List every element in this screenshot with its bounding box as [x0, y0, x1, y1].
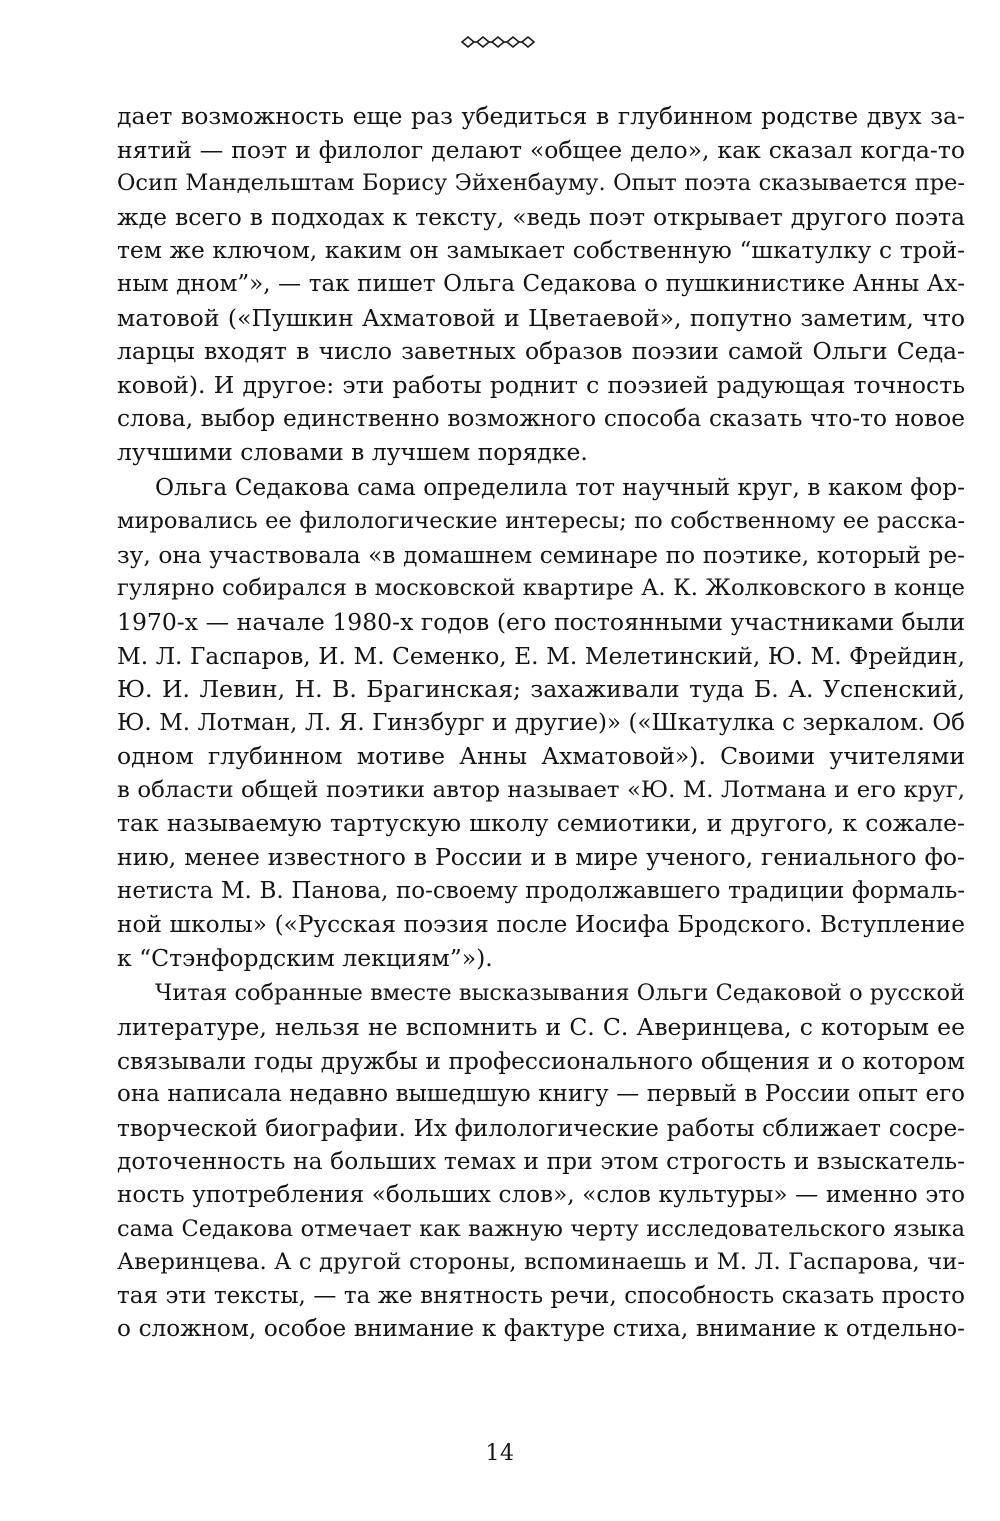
paragraph-2 [117, 472, 965, 976]
text-line: нию, менее известного в России и в мире ученого, гениального фо- [117, 843, 965, 872]
text-line: сама Седакова отмечает как важную черту исследовательского языка [117, 1215, 965, 1242]
text-line: мировались ее филологические интересы; по собственному ее расска- [117, 508, 965, 535]
text-line: тем же ключом, каким он замыкает собственную “шкатулку с трой- [117, 237, 965, 265]
header-ornament [0, 34, 1000, 53]
text-line: связывали годы дружбы и профессионального общения и о котором [117, 1047, 965, 1075]
text-line: творческой биографии. Их филологические работы сближает сосре- [117, 1114, 965, 1142]
paragraph-1 [117, 100, 965, 470]
text-line: ларцы входят в число заветных образов поэзии самой Ольги Седа- [117, 337, 965, 366]
text-line: ным дном”», — так пишет Ольга Седакова о пушкинистике Анны Ах- [117, 270, 965, 297]
diamond-chain-ornament-icon [460, 35, 540, 49]
text-line: гулярно собирался в московской квартире А. К. Жолковского в конце [117, 575, 965, 602]
text-line: о сложном, особое внимание к фактуре стиха, внимание к отдельно- [117, 1316, 965, 1343]
text-line: доточенность на больших темах и при этом строгость и взыскатель- [117, 1147, 965, 1176]
text-line: одном глубинном мотиве Анны Ахматовой»). Своими учителями [117, 742, 965, 771]
text-line: дает возможность еще раз убедиться в глубинном родстве двух за- [117, 102, 965, 130]
text-line: М. Л. Гаспаров, И. М. Семенко, Е. М. Мелетинский, Ю. М. Фрейдин, [117, 642, 965, 670]
text-line: Ю. И. Левин, Н. В. Брагинская; захаживали туда Б. А. Успенский, [117, 675, 965, 704]
page-number: 14 [485, 1441, 515, 1466]
text-line: нятий — поэт и филолог делают «общее дело», как сказал когда-то [117, 135, 965, 164]
text-line: слова, выбор единственно возможного способа сказать что-то новое [117, 405, 965, 433]
text-line: литературе, нельзя не вспомнить и С. С. Аверинцева, с которым ее [117, 1013, 965, 1042]
text-line: Читая собранные вместе высказывания Ольги Седаковой о русской [155, 980, 965, 1007]
text-line: ной школы» («Русская поэзия после Иосифа Бродского. Вступление [117, 911, 965, 939]
text-line: она написала недавно вышедшую книгу — первый в России опыт его [117, 1081, 965, 1108]
text-line: ность употребления «больших слов», «слов культуры» — именно это [117, 1182, 965, 1208]
text-line: Осип Мандельштам Борису Эйхенбауму. Опыт поэта сказывается пре- [117, 170, 965, 197]
text-line: 1970-х — начале 1980-х годов (его постоянными участниками были [117, 607, 965, 636]
text-line: жде всего в подходах к тексту, «ведь поэт открывает другого поэта [117, 202, 965, 231]
text-line: в области общей поэтики автор называет «Ю. М. Лотмана и его круг, [117, 776, 965, 803]
text-line: Аверинцева. А с другой стороны, вспоминаешь и М. Л. Гаспарова, чи- [117, 1249, 965, 1276]
text-line: матовой («Пушкин Ахматовой и Цветаевой», попутно заметим, что [117, 303, 965, 332]
body-text [117, 100, 965, 1347]
text-line: так называемую тартускую школу семиотики, и другого, к сожале- [117, 809, 965, 838]
text-line: ковой). И другое: эти работы роднит с поэзией радующая точность [117, 370, 965, 399]
text-line: тая эти тексты, — та же внятность речи, способность сказать просто [117, 1282, 965, 1309]
text-line: нетиста М. В. Панова, по-своему продолжавшего традиции формаль- [117, 877, 965, 904]
text-line: Ольга Седакова сама определила тот научный круг, в каком фор- [155, 474, 965, 501]
text-line: лучшими словами в лучшем порядке. [117, 437, 588, 466]
text-line: к “Стэнфордским лекциям”»). [117, 943, 493, 972]
text-line: зу, она участвовала «в домашнем семинаре по поэтике, который ре- [117, 541, 965, 569]
paragraph-3 [117, 977, 965, 1347]
text-line: Ю. М. Лотман, Л. Я. Гинзбург и другие)» («Шкатулка с зеркалом. Об [117, 709, 965, 736]
